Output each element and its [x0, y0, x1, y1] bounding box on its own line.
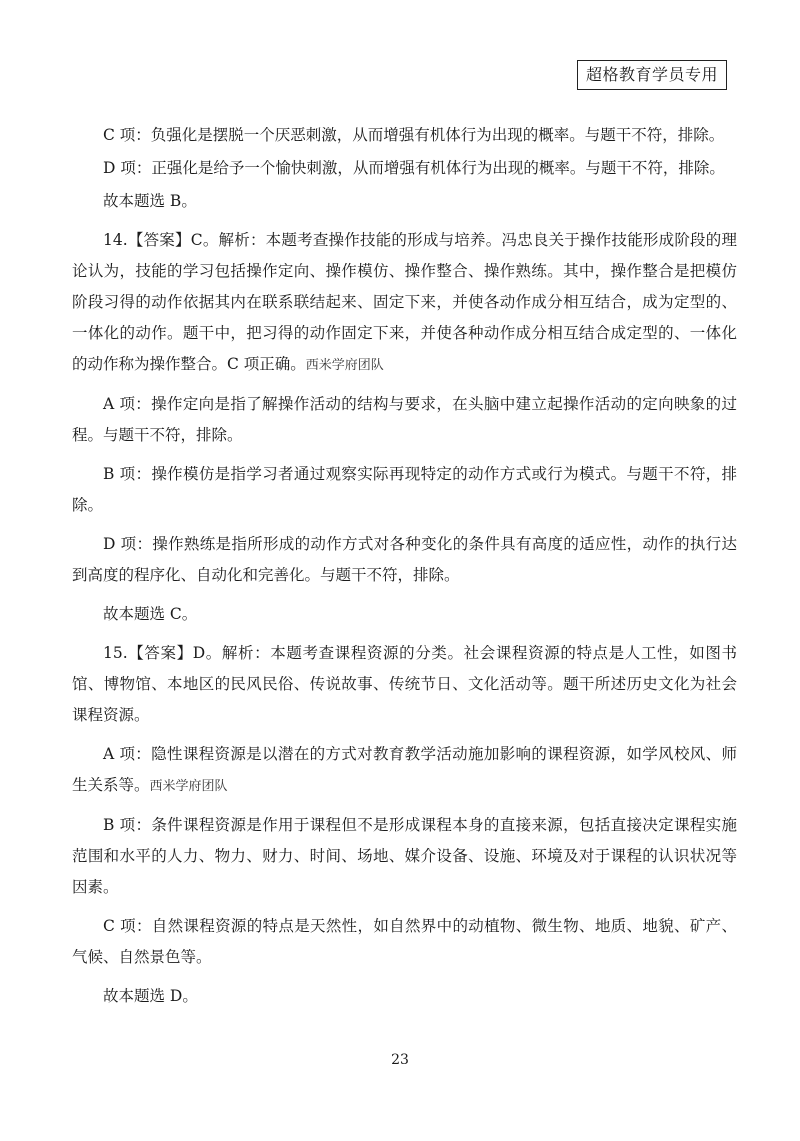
q15-answer: 15.【答案】D。解析：本题考查课程资源的分类。社会课程资源的特点是人工性，如图书馆、博物馆、本地区的民风民俗、传说故事、传统节日、文化活动等。题干所述历史文化为社会课程资源。 — [72, 644, 737, 724]
page-number: 23 — [391, 1052, 409, 1068]
q14-option-b: B 项：操作模仿是指学习者通过观察实际再现特定的动作方式或行为模式。与题干不符，排除。 — [72, 465, 737, 514]
header-stamp: 超格教育学员专用 — [577, 60, 727, 90]
q13-option-c: C 项：负强化是摆脱一个厌恶刺激，从而增强有机体行为出现的概率。与题干不符，排除。 — [103, 126, 725, 144]
q15-option-a-text: A 项：隐性课程资源是以潜在的方式对教育教学活动施加影响的课程资源，如学风校风、师生关系等。 — [72, 745, 737, 794]
q15-option-b: B 项：条件课程资源是作用于课程但不是形成课程本身的直接来源，包括直接决定课程实施范围和水平的人力、物力、财力、时间、场地、媒介设备、设施、环境及对于课程的认识状况等因素。 — [72, 816, 737, 896]
q14-answer — [72, 225, 737, 381]
q15-watermark: 西米学府团队 — [149, 779, 228, 794]
q14-conclusion: 故本题选 C。 — [103, 605, 198, 623]
document-body — [72, 120, 737, 1020]
q14-answer-text: 14.【答案】C。解析：本题考查操作技能的形成与培养。冯忠良关于操作技能形成阶段的理论认为，技能的学习包括操作定向、操作模仿、操作整合、操作熟练。其中，操作整合是把模仿阶段习得的动作依据其内在联系联结起来、固定下来，并使各动作成分相互结合，成为定型的、一体化的动作。题干中，把习得的动作固定下来，并使各种动作成分相互结合成定型的、一体化的动作称为操作整合。C 项正确。 — [72, 231, 737, 373]
q13-conclusion: 故本题选 B。 — [103, 192, 197, 210]
q14-option-d: D 项：操作熟练是指所形成的动作方式对各种变化的条件具有高度的适应性，动作的执行达到高度的程序化、自动化和完善化。与题干不符，排除。 — [72, 535, 737, 584]
q15-option-a — [72, 739, 737, 802]
q13-option-d: D 项：正强化是给予一个愉快刺激，从而增强有机体行为出现的概率。与题干不符，排除。 — [103, 159, 725, 177]
q15-option-c: C 项：自然课程资源的特点是天然性，如自然界中的动植物、微生物、地质、地貌、矿产、气候、自然景色等。 — [72, 917, 737, 966]
q14-watermark: 西米学府团队 — [305, 358, 384, 373]
q14-option-a: A 项：操作定向是指了解操作活动的结构与要求，在头脑中建立起操作活动的定向映象的过程。与题干不符，排除。 — [72, 395, 737, 444]
q15-conclusion: 故本题选 D。 — [103, 987, 198, 1005]
